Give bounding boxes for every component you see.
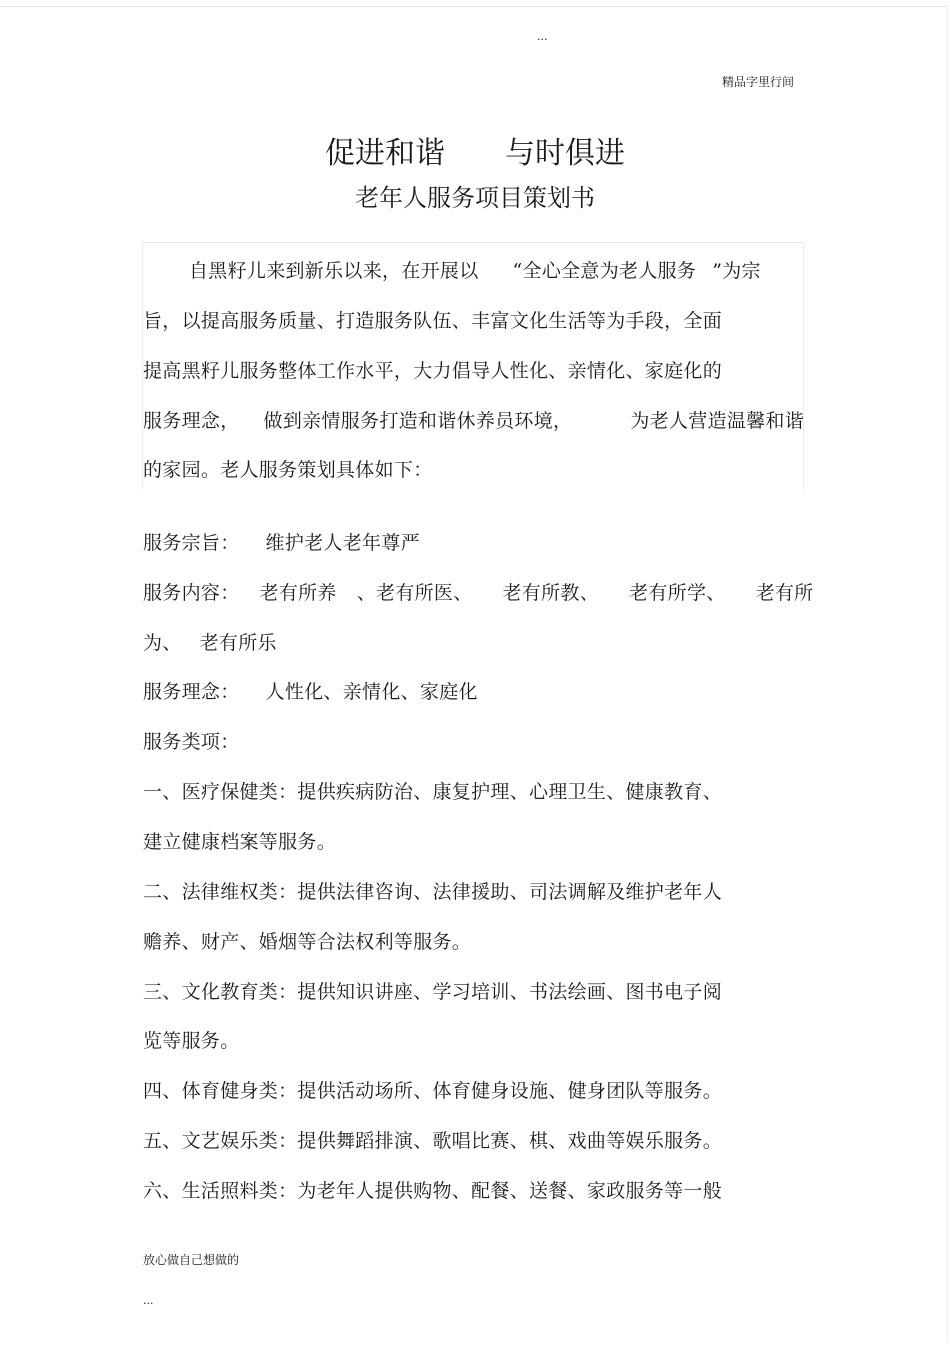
content-row [143,578,813,605]
page-title [0,128,950,172]
category-2-line-1: 二、法律维权类：提供法律咨询、法律援助、司法调解及维护老年人 [143,881,723,903]
content-row-2 [143,628,277,655]
intro-line-4 [143,406,804,433]
category-3-line-1: 三、文化教育类：提供知识讲座、学习培训、书法绘画、图书电子阅 [143,981,723,1003]
content-item-2: 、老有所医、 [356,582,473,604]
content-item-5b: 为、 [143,632,182,654]
intro-line-4a: 服务理念， [143,410,240,432]
intro-line-1c: ”为宗 [712,260,761,282]
purpose-row [143,528,420,555]
title-part-2: 与时俱进 [505,136,625,171]
intro-line-4b: 做到亲情服务打造和谐休养员环境， [263,410,573,432]
footer-note: 放心做自己想做的 [143,1253,240,1267]
intro-line-4c: 为老人营造温馨和谐 [630,410,805,432]
concept-label: 服务理念： [143,681,240,703]
content-item-5a: 老有所 [755,582,814,604]
intro-line-3: 提高黑籽儿服务整体工作水平，大力倡导人性化、亲情化、家庭化的 [143,360,723,382]
category-2-line-2: 赡养、财产、婚烟等合法权利等服务。 [143,931,472,953]
content-item-1: 老有所养 [259,582,337,604]
bottom-dots: ... [143,1294,154,1307]
intro-line-5: 的家园。老人服务策划具体如下： [143,459,433,481]
concept-value: 人性化、亲情化、家庭化 [265,681,478,703]
title-part-1: 促进和谐 [325,136,445,171]
category-1-line-1: 一、医疗保健类：提供疾病防治、康复护理、心理卫生、健康教育、 [143,781,723,803]
content-item-6: 老有所乐 [199,632,277,654]
concept-row [143,677,478,704]
content-item-4: 老有所学、 [629,582,726,604]
purpose-value: 维护老人老年尊严 [265,532,420,554]
content-label: 服务内容： [143,582,240,604]
category-6: 六、生活照料类：为老年人提供购物、配餐、送餐、家政服务等一般 [143,1180,723,1202]
category-1-line-2: 建立健康档案等服务。 [143,831,337,853]
category-4: 四、体育健身类：提供活动场所、体育健身设施、健身团队等服务。 [143,1080,723,1102]
category-5: 五、文艺娱乐类：提供舞蹈排演、歌唱比赛、棋、戏曲等娱乐服务。 [143,1130,723,1152]
page-subtitle: 老年人服务项目策划书 [355,184,595,212]
content-item-3: 老有所教、 [502,582,600,604]
header-note: 精品字里行间 [722,75,795,89]
intro-line-1 [189,256,761,283]
categories-label: 服务类项： [143,731,240,753]
top-dots: ... [537,30,548,43]
intro-line-1a: 自黑籽儿来到新乐以来，在开展以 [189,260,479,282]
intro-line-2: 旨，以提高服务质量、打造服务队伍、丰富文化生活等为手段，全面 [143,310,723,332]
category-3-line-2: 览等服务。 [143,1030,240,1052]
intro-line-1b: “全心全意为老人服务 [512,260,697,282]
purpose-label: 服务宗旨： [143,532,240,554]
